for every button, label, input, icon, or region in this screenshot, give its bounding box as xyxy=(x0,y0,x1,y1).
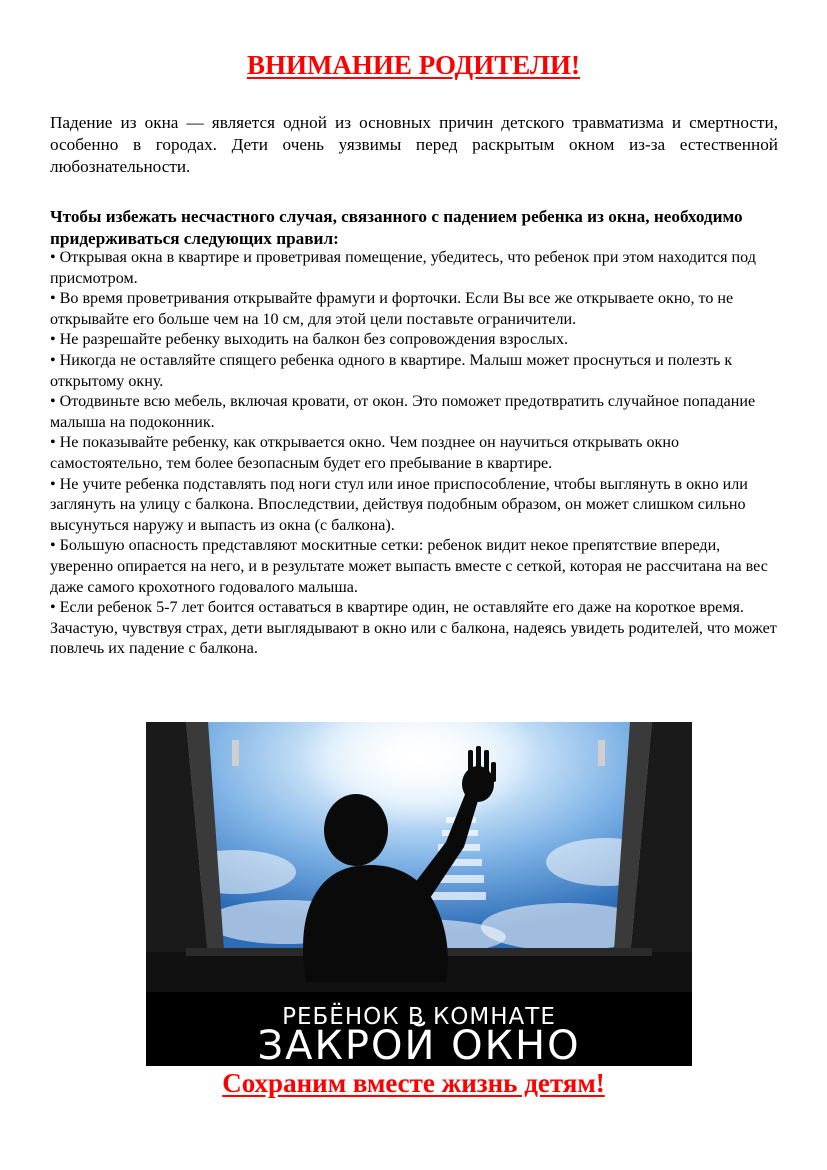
rule-item: • Большую опасность представляют москитные сетки: ребенок видит некое препятствие впереди, уверенно опирается на него, и в результате может выпасть вместе с сеткой, которая не рассчитана на вес даже самого крохотного годовалого малыша. xyxy=(50,537,768,596)
rule-item: • Не показывайте ребенку, как открывается окно. Чем позднее он научиться открывать окно самостоятельно, тем более безопасным будет его пребывание в квартире. xyxy=(50,434,680,472)
rule-item: • Никогда не оставляйте спящего ребенка одного в квартире. Малыш может проснуться и полезть к открытому окну. xyxy=(50,351,733,390)
poster-caption-line1: РЕБЁНОК В КОМНАТЕ xyxy=(282,1004,556,1030)
poster-caption-line2: ЗАКРОЙ ОКНО xyxy=(257,1023,581,1066)
rule-item: • Если ребенок 5-7 лет боится оставаться в квартире один, не оставляйте его даже на короткое время. Зачастую, чувствуя страх, дети выглядывают в окно или с балкона, надеясь увидеть родителей, что может повлечь их падение с балкона. xyxy=(50,599,777,658)
poster-image xyxy=(146,722,692,1066)
rules-heading: Чтобы избежать несчастного случая, связанного с падением ребенка из окна, необходимо придерживаться следующих правил: xyxy=(50,207,743,248)
rule-item: • Не разрешайте ребенку выходить на балкон без сопровождения взрослых. xyxy=(50,331,569,349)
rules-list xyxy=(50,248,780,660)
slogan: Сохраним вместе жизнь детям! xyxy=(222,1068,605,1098)
page-title: ВНИМАНИЕ РОДИТЕЛИ! xyxy=(246,50,581,80)
rule-item: • Открывая окна в квартире и проветривая помещение, убедитесь, что ребенок при этом находится под присмотром. xyxy=(50,249,756,287)
intro-paragraph: Падение из окна — является одной из основных причин детского травматизма и смертности, особенно в городах. Дети очень уязвимы перед раскрытым окном из-за естественной любознательности. xyxy=(50,113,778,176)
rule-item: • Отодвиньте всю мебель, включая кровати, от окон. Это поможет предотвратить случайное попадание малыша на подоконник. xyxy=(50,393,756,431)
rule-item: • Во время проветривания открывайте фрамуги и форточки. Если Вы все же открываете окно, то не открывайте его больше чем на 10 см, для этой цели поставьте ограничители. xyxy=(50,290,734,328)
rule-item: • Не учите ребенка подставлять под ноги стул или иное приспособление, чтобы выглянуть в окно или заглянуть на улицу с балкона. Впоследствии, действуя подобным образом, он может слишком сильно высунуться наружу и выпасть из окна (с балкона). xyxy=(50,475,748,534)
